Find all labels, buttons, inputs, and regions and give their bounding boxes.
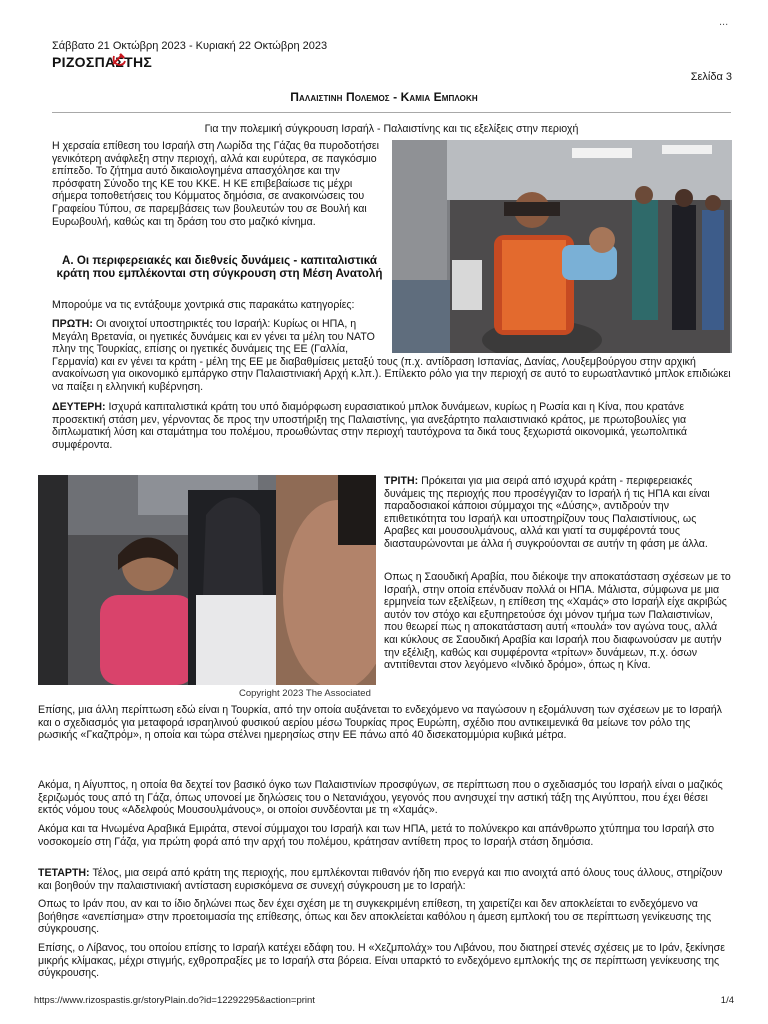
- section-title: Παλαιστινη Πολεμος - Καμια Εμπλοκη: [290, 90, 478, 104]
- uae-paragraph: Ακόμα και τα Ηνωμένα Αραβικά Εμιράτα, στενοί σύμμαχοι του Ισραήλ και των ΗΠΑ, μετά το πολύνεκρο και απάνθρωπο χτύπημα του Ισραήλ στο νοσοκομείο στη Γάζα, για πρώτη φορά από την αρχή του πολέμου, κράτησαν αντίθετη προς το Ισραήλ στάση δημόσια.: [38, 823, 715, 848]
- first-text: Οι ανοιχτοί υποστηρικτές του Ισραήλ: Κυρίως οι ΗΠΑ, η Μεγάλη Βρετανία, οι ηγετικές δυνάμεις και εν γένει τα μέλη του ΝΑΤΟ πλην της Τουρκίας, επίσης οι ηγετικές δυνάμεις της ΕΕ (Γαλλία, Γερμανία) και εν γένει τα κράτη - μέλη της ΕΕ με διαβαθμίσεις μεταξύ τους (π.χ. αντίδραση Ισπανίας, Δανίας, Λουξεμβούργου στην αρχική ανακοίνωση για οικονομικό εμπάργκο στην Παλαιστινιακή Αρχή κ.λπ.). Επίλεκτο ρόλο για την περιοχή σε αυτό το ευρωατλαντικό μπλοκ επιδιώκει να παίξει η ελληνική κυβέρνηση.: [52, 318, 731, 393]
- first-category-paragraph: [52, 318, 732, 394]
- print-menu-icon[interactable]: ...: [719, 16, 729, 28]
- newspaper-logo: [52, 54, 152, 70]
- hammer-sickle-icon: [110, 52, 128, 68]
- article-subtitle: Για την πολεμική σύγκρουση Ισραήλ - Παλαιστίνης και τις εξελίξεις στην περιοχή: [204, 123, 579, 135]
- categories-intro: Μπορούμε να τις εντάξουμε χοντρικά στις παρακάτω κατηγορίες:: [52, 299, 355, 311]
- saudi-arabia-paragraph: Οπως η Σαουδική Αραβία, που διέκοψε την αποκατάσταση σχέσεων με το Ισραήλ, στην οποία επένδυαν πολλά οι ΗΠΑ. Μάλιστα, σύμφωνα με μια ερμηνεία των εξελίξεων, η επίθεση της «Χαμάς» στο Ισραήλ είχε ακριβώς αυτόν τον στόχο και εξυπηρετούσε όχι μόνον τμήμα των Παλαιστινίων, που θεωρεί πως η αποκατάσταση αυτή «πουλά» τον αγώνα τους, αλλά και κύκλους σε Σαουδική Αραβία και Ισραήλ που διαφωνούσαν με αυτήν την εξέλιξη, καθώς και συμφέροντα «τρίτων» δυνάμεων, π.χ. όσων αντιτίθενται στον λεγόμενο «Ινδικό δρόμο», όπως η Κίνα.: [384, 571, 731, 672]
- section-title-rule: [52, 112, 731, 113]
- second-category-paragraph: [52, 401, 732, 451]
- third-text: Πρόκειται για μια σειρά από ισχυρά κράτη - περιφερειακές δυνάμεις της περιοχής που προσέγγιζαν το Ισραήλ ή τις ΗΠΑ και είναι παραδοσιακοί κάποιοι σύμμαχοι της «Δύσης», αντιδρούν την επιθετικότητα του Ισραήλ και υποστηρίζουν τους Παλαιστίνιους, ως Αραβες και μουσουλμάνους, αλλά και γιατί τα συμφέροντά τους διασταυρώνονται με άλλα ή συγκρούονται σε αυτήν τη φάση με άλλα.: [384, 475, 710, 550]
- fourth-text: Τέλος, μια σειρά από κράτη της περιοχής, που εμπλέκονται πιθανόν ήδη πιο ενεργά και πιο ανοιχτά από όλους τους άλλους, στηρίζουν και βοηθούν την παλαιστινιακή αντίσταση ευρισκόμενα σε συνεχή σύγκρουση με το Ισραήλ:: [38, 867, 723, 892]
- intro-paragraph: Η χερσαία επίθεση του Ισραήλ στη Λωρίδα της Γάζας θα πυροδοτήσει γενικότερη ανάφλεξη στην περιοχή, αλλά και ευρύτερα, σε παγκόσμιο επίπεδο. Το ζήτημα αυτό δικαιολογημένα απασχόλησε και την πρόσφατη Σύνοδο της ΚΕ του ΚΚΕ. Η ΚΕ επιβεβαίωσε τις μέχρι σήμερα τοποθετήσεις του Κόμματος δημόσια, σε ανακοινώσεις του Γραφείου Τύπου, σε παρεμβάσεις των βουλευτών του σε Βουλή και Ευρωβουλή, καθώς και τη δράση του στο μαζικό κίνημα.: [52, 140, 379, 228]
- logo-text: ΡΙΖΟΣΠΑΣΤΗΣ: [52, 54, 153, 70]
- first-label: ΠΡΩΤΗ:: [52, 318, 96, 330]
- fourth-label: ΤΕΤΑΡΤΗ:: [38, 867, 93, 879]
- edition-date: Σάββατο 21 Οκτώβρη 2023 - Κυριακή 22 Οκτώβρη 2023: [52, 40, 328, 52]
- third-category-paragraph: [384, 475, 732, 551]
- footer-page-count: 1/4: [720, 995, 734, 1006]
- photo-injured-girl: [38, 475, 376, 685]
- fourth-category-paragraph: [38, 867, 732, 892]
- egypt-paragraph: Ακόμα, η Αίγυπτος, η οποία θα δεχτεί τον βασικό όγκο των Παλαιστινίων προσφύγων, σε περίπτωση που ο σχεδιασμός του Ισραήλ είναι ο μαζικός ξεριζωμός τους από τη Γάζα, όπως υπονοεί με δηλώσεις του ο Νετανιάχου, γεγονός που ανησυχεί την αστική τάξη της Αιγύπτου, που έχει θέσει εκτός νόμου τους «Αδελφούς Μουσουλμάνους», οι οποίοι συνδέονται με τη «Χαμάς».: [38, 779, 723, 817]
- photo-caption: Copyright 2023 The Associated: [239, 688, 371, 699]
- iran-paragraph: Οπως το Ιράν που, αν και το ίδιο δηλώνει πως δεν έχει σχέση με τη συγκεκριμένη επίθεση, τη χαιρετίζει και δεν αποκλείεται το ενδεχόμενο να βοήθησε «ανεπίσημα» στην προετοιμασία της επίθεσης, όπως και δεν αποκλείεται καθόλου η άμεση εμπλοκή του σε περίπτωση γενίκευσης της σύγκρουσης.: [38, 898, 712, 936]
- turkey-paragraph: Επίσης, μια άλλη περίπτωση εδώ είναι η Τουρκία, από την οποία αυξάνεται το ενδεχόμενο να παγώσουν η εξομάλυνση των σχέσεων με το Ισραήλ και ο σχεδιασμός για μεταφορά ισραηλινού φυσικού αερίου μέσω Τουρκίας προς Ευρώπη, σχέδιο που αντικειμενικά θα μείωνε τον ρόλο της ρωσικής «Γκαζπρόμ», η οποία και τώρα στέλνει ημερησίως στην ΕΕ πάνω από 40 δισεκατομμύρια κυβικά μέτρα.: [38, 704, 722, 742]
- second-text: Ισχυρά καπιταλιστικά κράτη του υπό διαμόρφωση ευρασιατικού μπλοκ δυνάμεων, κυρίως η Ρωσία και η Κίνα, που κρατάνε προσεκτική στάση μεν, γέρνοντας δε προς την υποστήριξη της Παλαιστίνης, για ανεξάρτητο παλαιστινιακό κράτος, με πρωτοβουλίες για διπλωματική λύση και σταμάτημα του πολέμου, προωθώντας στην περιοχή ταυτόχρονα τα δικά τους ξεχωριστά οικονομικά, γεωπολιτικά συμφέροντα.: [52, 401, 688, 451]
- footer-url[interactable]: https://www.rizospastis.gr/storyPlain.do?id=12292295&action=print: [34, 995, 315, 1006]
- second-label: ΔΕΥΤΕΡΗ:: [52, 401, 109, 413]
- page-label: Σελίδα 3: [690, 71, 732, 83]
- heading-category-a: Α. Οι περιφερειακές και διεθνείς δυνάμεις - καπιταλιστικά κράτη που εμπλέκονται στη σύγκρουση στη Μέση Ανατολή: [56, 254, 383, 280]
- lebanon-paragraph: Επίσης, ο Λίβανος, του οποίου επίσης το Ισραήλ κατέχει εδάφη του. Η «Χεζμπολάχ» του Λιβάνου, που διατηρεί στενές σχέσεις με το Ιράν, ξεκίνησε μικρής κλίμακας, μέχρι στιγμής, εχθροπραξίες με το Ισραήλ στα βόρεια. Είναι υπαρκτό το ενδεχόμενο εμπλοκής της σε περίπτωση γενίκευσης της σύγκρουσης.: [38, 942, 725, 980]
- third-label: ΤΡΙΤΗ:: [384, 475, 422, 487]
